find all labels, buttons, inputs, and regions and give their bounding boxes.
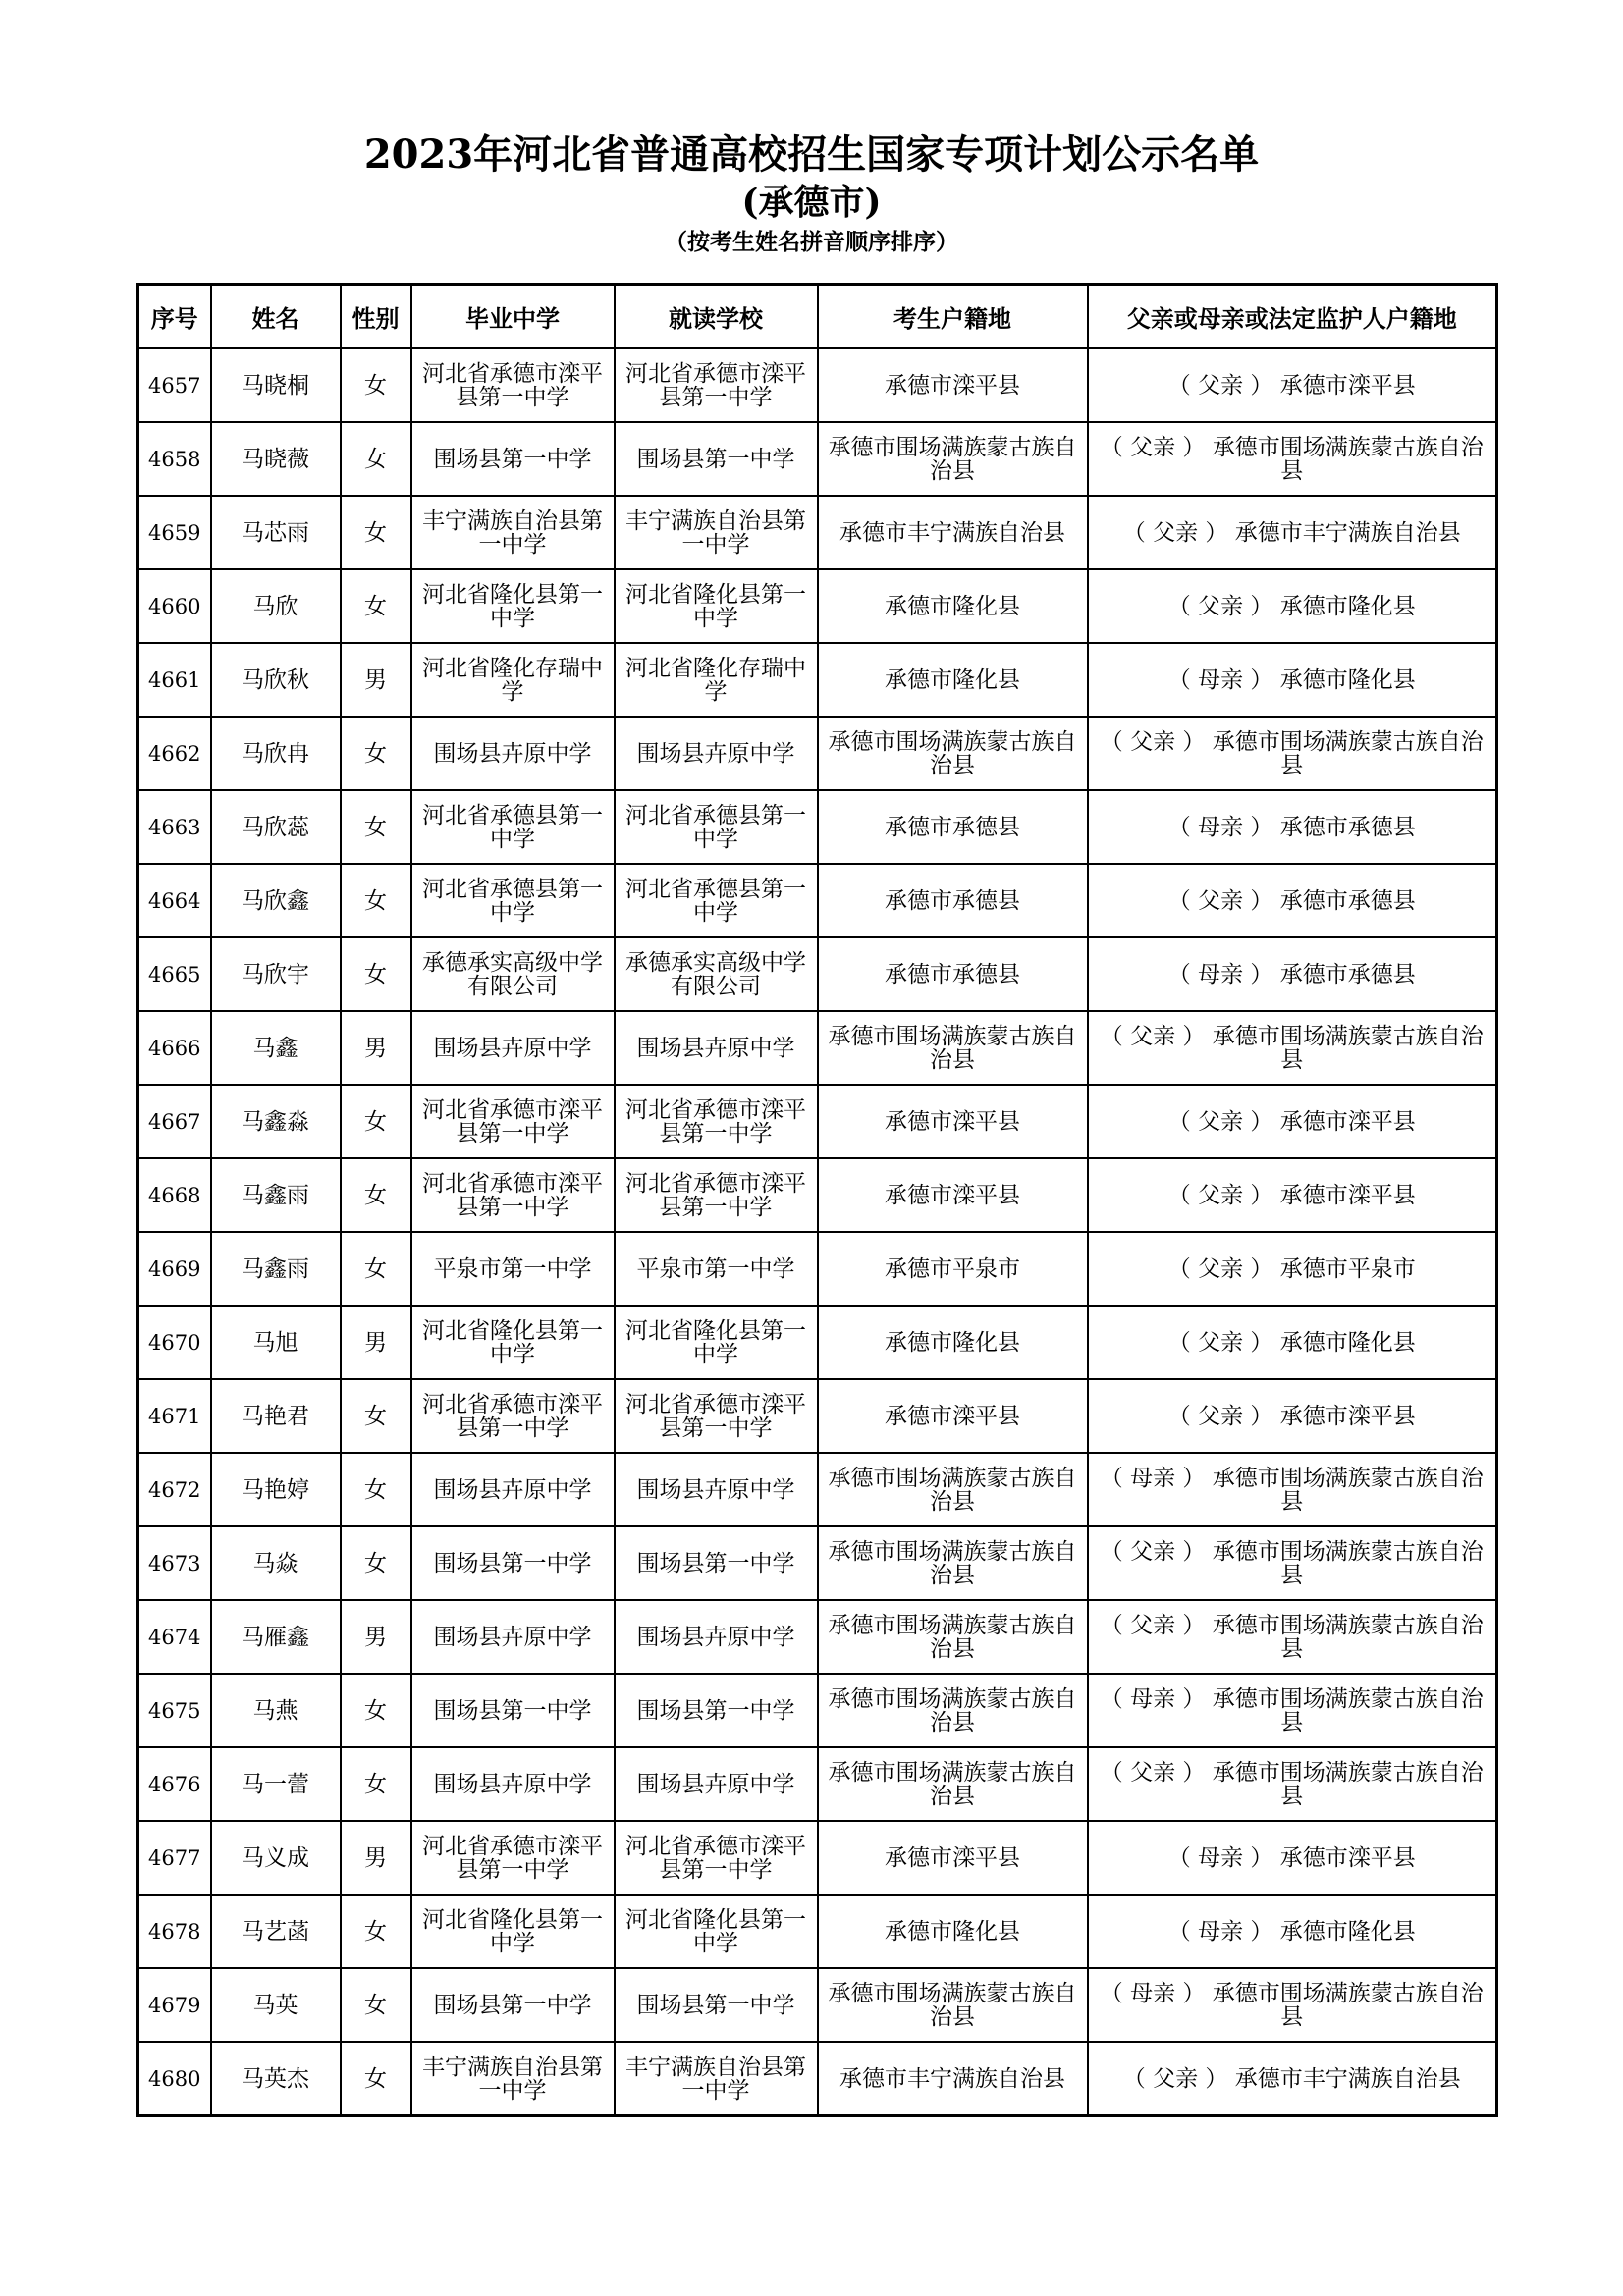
table-row [138,1232,1497,1306]
row-index-cell: 4672 [138,1453,211,1526]
current-school-cell: 丰宁满族自治县第一中学 [615,496,818,569]
row-index-cell: 4677 [138,1821,211,1895]
student-name-cell: 马晓薇 [211,422,341,496]
gender-cell: 女 [341,1526,411,1600]
table-row [138,1306,1497,1379]
guardian-domicile-cell: （ 父亲 ） 承德市围场满族蒙古族自治县 [1088,717,1497,790]
student-name-cell: 马艳婷 [211,1453,341,1526]
table-row [138,1453,1497,1526]
student-domicile-cell: 承德市丰宁满族自治县 [818,496,1088,569]
current-school-cell: 河北省承德市滦平县第一中学 [615,1379,818,1453]
current-school-cell: 平泉市第一中学 [615,1232,818,1306]
col-gender-header: 性别 [341,285,411,349]
current-school-cell: 河北省承德市滦平县第一中学 [615,1821,818,1895]
table-row [138,1011,1497,1085]
student-domicile-cell: 承德市隆化县 [818,643,1088,717]
col-name-header: 姓名 [211,285,341,349]
col-index-header: 序号 [138,285,211,349]
gender-cell: 女 [341,1232,411,1306]
current-school-cell: 河北省隆化县第一中学 [615,1895,818,1968]
guardian-domicile-cell: （ 父亲 ） 承德市围场满族蒙古族自治县 [1088,1526,1497,1600]
student-name-cell: 马艳君 [211,1379,341,1453]
graduated-school-cell: 围场县第一中学 [411,422,615,496]
student-domicile-cell: 承德市平泉市 [818,1232,1088,1306]
student-domicile-cell: 承德市滦平县 [818,1821,1088,1895]
gender-cell: 女 [341,937,411,1011]
current-school-cell: 围场县第一中学 [615,422,818,496]
gender-cell: 女 [341,2042,411,2116]
row-index-cell: 4660 [138,569,211,643]
gender-cell: 女 [341,1895,411,1968]
table-row [138,643,1497,717]
row-index-cell: 4667 [138,1085,211,1158]
gender-cell: 女 [341,1453,411,1526]
current-school-cell: 围场县卉原中学 [615,1600,818,1674]
row-index-cell: 4662 [138,717,211,790]
table-row [138,1895,1497,1968]
graduated-school-cell: 河北省承德市滦平县第一中学 [411,1821,615,1895]
gender-cell: 男 [341,643,411,717]
graduated-school-cell: 河北省承德市滦平县第一中学 [411,1158,615,1232]
row-index-cell: 4668 [138,1158,211,1232]
gender-cell: 女 [341,1968,411,2042]
current-school-cell: 丰宁满族自治县第一中学 [615,2042,818,2116]
row-index-cell: 4679 [138,1968,211,2042]
col-guardian-domicile-header: 父亲或母亲或法定监护人户籍地 [1088,285,1497,349]
graduated-school-cell: 河北省隆化县第一中学 [411,1306,615,1379]
student-name-cell: 马欣 [211,569,341,643]
guardian-domicile-cell: （ 父亲 ） 承德市滦平县 [1088,1379,1497,1453]
graduated-school-cell: 河北省承德县第一中学 [411,790,615,864]
student-domicile-cell: 承德市滦平县 [818,348,1088,422]
guardian-domicile-cell: （ 父亲 ） 承德市滦平县 [1088,1085,1497,1158]
student-domicile-cell: 承德市滦平县 [818,1085,1088,1158]
guardian-domicile-cell: （ 父亲 ） 承德市丰宁满族自治县 [1088,496,1497,569]
sort-note: （按考生姓名拼音顺序排序） [665,229,958,255]
gender-cell: 男 [341,1821,411,1895]
student-domicile-cell: 承德市丰宁满族自治县 [818,2042,1088,2116]
student-domicile-cell: 承德市围场满族蒙古族自治县 [818,1674,1088,1747]
row-index-cell: 4657 [138,348,211,422]
graduated-school-cell: 围场县第一中学 [411,1968,615,2042]
row-index-cell: 4658 [138,422,211,496]
guardian-domicile-cell: （ 父亲 ） 承德市平泉市 [1088,1232,1497,1306]
graduated-school-cell: 河北省隆化县第一中学 [411,569,615,643]
row-index-cell: 4673 [138,1526,211,1600]
graduated-school-cell: 围场县卉原中学 [411,1600,615,1674]
student-name-cell: 马欣蕊 [211,790,341,864]
graduated-school-cell: 围场县卉原中学 [411,1747,615,1821]
current-school-cell: 河北省承德县第一中学 [615,790,818,864]
current-school-cell: 河北省承德市滦平县第一中学 [615,1085,818,1158]
guardian-domicile-cell: （ 母亲 ） 承德市承德县 [1088,937,1497,1011]
table-row [138,864,1497,937]
student-domicile-cell: 承德市隆化县 [818,569,1088,643]
gender-cell: 女 [341,864,411,937]
student-name-cell: 马焱 [211,1526,341,1600]
guardian-domicile-cell: （ 父亲 ） 承德市丰宁满族自治县 [1088,2042,1497,2116]
table-row [138,717,1497,790]
gender-cell: 女 [341,422,411,496]
student-name-cell: 马义成 [211,1821,341,1895]
row-index-cell: 4678 [138,1895,211,1968]
student-domicile-cell: 承德市围场满族蒙古族自治县 [818,1526,1088,1600]
gender-cell: 女 [341,496,411,569]
gender-cell: 女 [341,1158,411,1232]
student-name-cell: 马鑫 [211,1011,341,1085]
student-domicile-cell: 承德市围场满族蒙古族自治县 [818,1600,1088,1674]
guardian-domicile-cell: （ 母亲 ） 承德市隆化县 [1088,1895,1497,1968]
student-domicile-cell: 承德市围场满族蒙古族自治县 [818,1453,1088,1526]
col-student-domicile-header: 考生户籍地 [818,285,1088,349]
guardian-domicile-cell: （ 父亲 ） 承德市滦平县 [1088,348,1497,422]
guardian-domicile-cell: （ 父亲 ） 承德市围场满族蒙古族自治县 [1088,1600,1497,1674]
student-name-cell: 马旭 [211,1306,341,1379]
current-school-cell: 河北省承德县第一中学 [615,864,818,937]
guardian-domicile-cell: （ 父亲 ） 承德市围场满族蒙古族自治县 [1088,1747,1497,1821]
table-row [138,569,1497,643]
col-graduated-school-header: 毕业中学 [411,285,615,349]
current-school-cell: 围场县第一中学 [615,1674,818,1747]
student-domicile-cell: 承德市滦平县 [818,1158,1088,1232]
row-index-cell: 4671 [138,1379,211,1453]
row-index-cell: 4676 [138,1747,211,1821]
row-index-cell: 4680 [138,2042,211,2116]
table-row [138,2042,1497,2116]
graduated-school-cell: 河北省承德县第一中学 [411,864,615,937]
row-index-cell: 4663 [138,790,211,864]
table-body [138,348,1497,2116]
guardian-domicile-cell: （ 父亲 ） 承德市隆化县 [1088,1306,1497,1379]
row-index-cell: 4664 [138,864,211,937]
student-name-cell: 马欣冉 [211,717,341,790]
row-index-cell: 4666 [138,1011,211,1085]
current-school-cell: 围场县卉原中学 [615,717,818,790]
table-row [138,1674,1497,1747]
gender-cell: 男 [341,1306,411,1379]
table-row [138,1968,1497,2042]
gender-cell: 女 [341,1674,411,1747]
table-row [138,1747,1497,1821]
student-domicile-cell: 承德市围场满族蒙古族自治县 [818,717,1088,790]
gender-cell: 女 [341,1747,411,1821]
student-domicile-cell: 承德市承德县 [818,937,1088,1011]
guardian-domicile-cell: （ 父亲 ） 承德市承德县 [1088,864,1497,937]
page-title: 2023年河北省普通高校招生国家专项计划公示名单 [363,132,1260,178]
table-row [138,1526,1497,1600]
current-school-cell: 河北省隆化存瑞中学 [615,643,818,717]
student-name-cell: 马欣秋 [211,643,341,717]
table-row [138,1379,1497,1453]
student-name-cell: 马芯雨 [211,496,341,569]
graduated-school-cell: 河北省承德市滦平县第一中学 [411,348,615,422]
table-row [138,1085,1497,1158]
current-school-cell: 河北省承德市滦平县第一中学 [615,1158,818,1232]
graduated-school-cell: 围场县卉原中学 [411,717,615,790]
gender-cell: 女 [341,569,411,643]
graduated-school-cell: 围场县卉原中学 [411,1453,615,1526]
guardian-domicile-cell: （ 父亲 ） 承德市围场满族蒙古族自治县 [1088,1011,1497,1085]
current-school-cell: 围场县卉原中学 [615,1011,818,1085]
graduated-school-cell: 围场县卉原中学 [411,1011,615,1085]
guardian-domicile-cell: （ 父亲 ） 承德市滦平县 [1088,1158,1497,1232]
current-school-cell: 河北省隆化县第一中学 [615,1306,818,1379]
student-domicile-cell: 承德市围场满族蒙古族自治县 [818,1011,1088,1085]
gender-cell: 男 [341,1600,411,1674]
row-index-cell: 4665 [138,937,211,1011]
guardian-domicile-cell: （ 母亲 ） 承德市隆化县 [1088,643,1497,717]
graduated-school-cell: 河北省承德市滦平县第一中学 [411,1379,615,1453]
gender-cell: 女 [341,790,411,864]
table-row [138,422,1497,496]
student-domicile-cell: 承德市隆化县 [818,1306,1088,1379]
row-index-cell: 4669 [138,1232,211,1306]
row-index-cell: 4661 [138,643,211,717]
graduated-school-cell: 承德承实高级中学有限公司 [411,937,615,1011]
table-row [138,348,1497,422]
student-domicile-cell: 承德市围场满族蒙古族自治县 [818,1747,1088,1821]
gender-cell: 女 [341,1379,411,1453]
student-domicile-cell: 承德市围场满族蒙古族自治县 [818,1968,1088,2042]
student-name-cell: 马鑫淼 [211,1085,341,1158]
guardian-domicile-cell: （ 母亲 ） 承德市围场满族蒙古族自治县 [1088,1968,1497,2042]
student-table [136,283,1498,2117]
student-name-cell: 马欣宇 [211,937,341,1011]
guardian-domicile-cell: （ 母亲 ） 承德市围场满族蒙古族自治县 [1088,1453,1497,1526]
graduated-school-cell: 丰宁满族自治县第一中学 [411,496,615,569]
guardian-domicile-cell: （ 父亲 ） 承德市围场满族蒙古族自治县 [1088,422,1497,496]
gender-cell: 女 [341,348,411,422]
student-domicile-cell: 承德市承德县 [818,790,1088,864]
table-row [138,1821,1497,1895]
guardian-domicile-cell: （ 母亲 ） 承德市围场满族蒙古族自治县 [1088,1674,1497,1747]
student-name-cell: 马晓桐 [211,348,341,422]
student-domicile-cell: 承德市围场满族蒙古族自治县 [818,422,1088,496]
student-domicile-cell: 承德市隆化县 [818,1895,1088,1968]
row-index-cell: 4670 [138,1306,211,1379]
student-name-cell: 马一蕾 [211,1747,341,1821]
student-name-cell: 马英杰 [211,2042,341,2116]
current-school-cell: 围场县第一中学 [615,1968,818,2042]
student-name-cell: 马雁鑫 [211,1600,341,1674]
gender-cell: 女 [341,717,411,790]
student-name-cell: 马艺菡 [211,1895,341,1968]
student-name-cell: 马英 [211,1968,341,2042]
student-name-cell: 马鑫雨 [211,1232,341,1306]
current-school-cell: 围场县卉原中学 [615,1747,818,1821]
graduated-school-cell: 河北省隆化县第一中学 [411,1895,615,1968]
graduated-school-cell: 围场县第一中学 [411,1674,615,1747]
student-name-cell: 马鑫雨 [211,1158,341,1232]
col-current-school-header: 就读学校 [615,285,818,349]
row-index-cell: 4659 [138,496,211,569]
current-school-cell: 围场县第一中学 [615,1526,818,1600]
row-index-cell: 4675 [138,1674,211,1747]
guardian-domicile-cell: （ 父亲 ） 承德市隆化县 [1088,569,1497,643]
table-row [138,937,1497,1011]
student-name-cell: 马欣鑫 [211,864,341,937]
table-row [138,1600,1497,1674]
graduated-school-cell: 丰宁满族自治县第一中学 [411,2042,615,2116]
current-school-cell: 河北省承德市滦平县第一中学 [615,348,818,422]
student-domicile-cell: 承德市承德县 [818,864,1088,937]
table-row [138,1158,1497,1232]
current-school-cell: 河北省隆化县第一中学 [615,569,818,643]
graduated-school-cell: 河北省隆化存瑞中学 [411,643,615,717]
current-school-cell: 围场县卉原中学 [615,1453,818,1526]
graduated-school-cell: 河北省承德市滦平县第一中学 [411,1085,615,1158]
gender-cell: 女 [341,1085,411,1158]
table-row [138,790,1497,864]
graduated-school-cell: 围场县第一中学 [411,1526,615,1600]
student-domicile-cell: 承德市滦平县 [818,1379,1088,1453]
gender-cell: 男 [341,1011,411,1085]
graduated-school-cell: 平泉市第一中学 [411,1232,615,1306]
guardian-domicile-cell: （ 母亲 ） 承德市滦平县 [1088,1821,1497,1895]
table-header [138,285,1497,349]
guardian-domicile-cell: （ 母亲 ） 承德市承德县 [1088,790,1497,864]
current-school-cell: 承德承实高级中学有限公司 [615,937,818,1011]
page-subtitle: (承德市) [741,182,882,223]
table-row [138,496,1497,569]
header-row [138,285,1497,349]
student-name-cell: 马燕 [211,1674,341,1747]
row-index-cell: 4674 [138,1600,211,1674]
